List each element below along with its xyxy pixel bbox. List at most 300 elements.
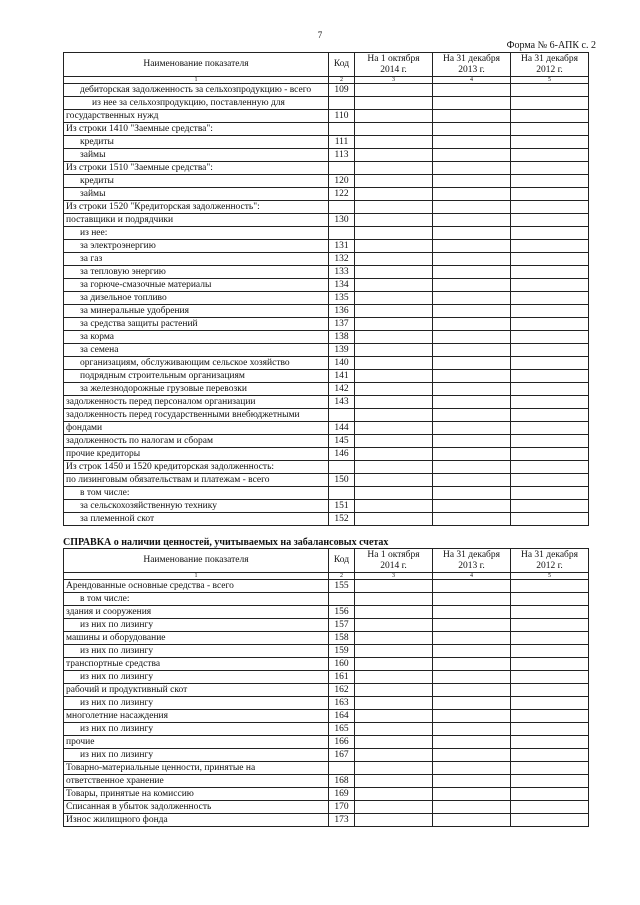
row-code xyxy=(329,123,355,136)
value-cell[interactable] xyxy=(433,84,511,97)
value-cell[interactable] xyxy=(433,188,511,201)
value-cell[interactable] xyxy=(433,409,511,422)
row-label: здания и сооружения xyxy=(64,606,329,619)
value-cell[interactable] xyxy=(433,513,511,526)
value-cell[interactable] xyxy=(433,240,511,253)
table-row xyxy=(64,97,589,110)
row-code xyxy=(329,162,355,175)
row-label: за сельскохозяйственную технику xyxy=(64,500,329,513)
header-code: Код xyxy=(329,53,355,77)
value-cell[interactable] xyxy=(355,593,433,606)
header-name: Наименование показателя xyxy=(64,549,329,573)
value-cell[interactable] xyxy=(511,162,589,175)
value-cell[interactable] xyxy=(355,292,433,305)
row-code: 152 xyxy=(329,513,355,526)
value-cell[interactable] xyxy=(511,814,589,827)
row-code: 165 xyxy=(329,723,355,736)
value-cell[interactable] xyxy=(511,671,589,684)
row-code xyxy=(329,97,355,110)
table-row xyxy=(64,801,589,814)
header-col2: На 31 декабря 2013 г. xyxy=(433,549,511,573)
value-cell[interactable] xyxy=(355,370,433,383)
table-row xyxy=(64,435,589,448)
colnum: 5 xyxy=(511,573,589,580)
row-label: за минеральные удобрения xyxy=(64,305,329,318)
form-label: Форма № 6-АПК с. 2 xyxy=(506,40,596,51)
row-label: из них по лизингу xyxy=(64,697,329,710)
value-cell[interactable] xyxy=(355,409,433,422)
value-cell[interactable] xyxy=(433,370,511,383)
value-cell[interactable] xyxy=(433,110,511,123)
value-cell[interactable] xyxy=(433,149,511,162)
value-cell[interactable] xyxy=(433,396,511,409)
value-cell[interactable] xyxy=(433,461,511,474)
value-cell[interactable] xyxy=(511,331,589,344)
row-label: за железнодорожные грузовые перевозки xyxy=(64,383,329,396)
value-cell[interactable] xyxy=(355,110,433,123)
value-cell[interactable] xyxy=(355,175,433,188)
row-label: многолетние насаждения xyxy=(64,710,329,723)
table-row xyxy=(64,201,589,214)
value-cell[interactable] xyxy=(355,279,433,292)
value-cell[interactable] xyxy=(511,409,589,422)
value-cell[interactable] xyxy=(511,370,589,383)
table-row xyxy=(64,227,589,240)
value-cell[interactable] xyxy=(433,435,511,448)
row-label: за племенной скот xyxy=(64,513,329,526)
value-cell[interactable] xyxy=(433,619,511,632)
table-row xyxy=(64,266,589,279)
value-cell[interactable] xyxy=(355,383,433,396)
value-cell[interactable] xyxy=(355,162,433,175)
value-cell[interactable] xyxy=(355,487,433,500)
row-label: из нее: xyxy=(64,227,329,240)
colnum: 1 xyxy=(64,573,329,580)
value-cell[interactable] xyxy=(355,448,433,461)
row-label: за электроэнергию xyxy=(64,240,329,253)
value-cell[interactable] xyxy=(433,801,511,814)
value-cell[interactable] xyxy=(511,697,589,710)
table-row xyxy=(64,500,589,513)
row-label: Износ жилищного фонда xyxy=(64,814,329,827)
row-code: 120 xyxy=(329,175,355,188)
value-cell[interactable] xyxy=(433,344,511,357)
row-code xyxy=(329,227,355,240)
table-row xyxy=(64,253,589,266)
row-code: 135 xyxy=(329,292,355,305)
row-code: 150 xyxy=(329,474,355,487)
value-cell[interactable] xyxy=(511,500,589,513)
row-code xyxy=(329,201,355,214)
value-cell[interactable] xyxy=(433,710,511,723)
row-label: Из строки 1410 "Заемные средства": xyxy=(64,123,329,136)
row-code: 144 xyxy=(329,422,355,435)
table-row xyxy=(64,658,589,671)
value-cell[interactable] xyxy=(355,684,433,697)
value-cell[interactable] xyxy=(355,814,433,827)
row-label: подрядным строительным организациям xyxy=(64,370,329,383)
value-cell[interactable] xyxy=(355,253,433,266)
value-cell[interactable] xyxy=(511,292,589,305)
value-cell[interactable] xyxy=(511,593,589,606)
value-cell[interactable] xyxy=(355,84,433,97)
row-code: 134 xyxy=(329,279,355,292)
value-cell[interactable] xyxy=(433,736,511,749)
header-col3: На 31 декабря 2012 г. xyxy=(511,53,589,77)
row-code: 130 xyxy=(329,214,355,227)
value-cell[interactable] xyxy=(355,788,433,801)
value-cell[interactable] xyxy=(511,318,589,331)
section-title: СПРАВКА о наличии ценностей, учитываемых на забалансовых счетах xyxy=(63,537,389,548)
row-label: из них по лизингу xyxy=(64,645,329,658)
table-row xyxy=(64,240,589,253)
row-label: за корма xyxy=(64,331,329,344)
row-label: кредиты xyxy=(64,136,329,149)
row-code: 142 xyxy=(329,383,355,396)
table-row xyxy=(64,84,589,97)
value-cell[interactable] xyxy=(511,396,589,409)
value-cell[interactable] xyxy=(433,136,511,149)
colnum: 2 xyxy=(329,573,355,580)
value-cell[interactable] xyxy=(511,658,589,671)
value-cell[interactable] xyxy=(511,619,589,632)
table-row xyxy=(64,684,589,697)
value-cell[interactable] xyxy=(355,513,433,526)
value-cell[interactable] xyxy=(433,645,511,658)
value-cell[interactable] xyxy=(433,214,511,227)
table-row xyxy=(64,723,589,736)
value-cell[interactable] xyxy=(433,227,511,240)
value-cell[interactable] xyxy=(511,422,589,435)
table-row xyxy=(64,788,589,801)
table-row xyxy=(64,762,589,775)
value-cell[interactable] xyxy=(433,593,511,606)
row-code: 113 xyxy=(329,149,355,162)
value-cell[interactable] xyxy=(511,632,589,645)
value-cell[interactable] xyxy=(355,435,433,448)
value-cell[interactable] xyxy=(511,227,589,240)
value-cell[interactable] xyxy=(355,123,433,136)
value-cell[interactable] xyxy=(511,240,589,253)
value-cell[interactable] xyxy=(433,422,511,435)
table-row xyxy=(64,710,589,723)
table-row xyxy=(64,331,589,344)
value-cell[interactable] xyxy=(511,749,589,762)
row-label: рабочий и продуктивный скот xyxy=(64,684,329,697)
table-row xyxy=(64,645,589,658)
row-label: в том числе: xyxy=(64,593,329,606)
header-name: Наименование показателя xyxy=(64,53,329,77)
value-cell[interactable] xyxy=(355,357,433,370)
value-cell[interactable] xyxy=(511,645,589,658)
value-cell[interactable] xyxy=(511,775,589,788)
value-cell[interactable] xyxy=(433,448,511,461)
value-cell[interactable] xyxy=(433,814,511,827)
table-row xyxy=(64,513,589,526)
table-row xyxy=(64,474,589,487)
row-code xyxy=(329,461,355,474)
row-code: 132 xyxy=(329,253,355,266)
value-cell[interactable] xyxy=(355,723,433,736)
value-cell[interactable] xyxy=(355,710,433,723)
row-code: 168 xyxy=(329,775,355,788)
value-cell[interactable] xyxy=(433,474,511,487)
value-cell[interactable] xyxy=(511,723,589,736)
header-col2: На 31 декабря 2013 г. xyxy=(433,53,511,77)
value-cell[interactable] xyxy=(355,632,433,645)
value-cell[interactable] xyxy=(433,580,511,593)
value-cell[interactable] xyxy=(433,97,511,110)
value-cell[interactable] xyxy=(355,580,433,593)
row-label: Товары, принятые на комиссию xyxy=(64,788,329,801)
value-cell[interactable] xyxy=(355,227,433,240)
row-label: транспортные средства xyxy=(64,658,329,671)
value-cell[interactable] xyxy=(355,461,433,474)
row-label: задолженность перед персоналом организации xyxy=(64,396,329,409)
table-row xyxy=(64,188,589,201)
column-number-row xyxy=(64,77,589,84)
row-label: Из строки 1510 "Заемные средства": xyxy=(64,162,329,175)
value-cell[interactable] xyxy=(511,357,589,370)
value-cell[interactable] xyxy=(511,201,589,214)
value-cell[interactable] xyxy=(511,606,589,619)
value-cell[interactable] xyxy=(433,671,511,684)
table-row xyxy=(64,593,589,606)
value-cell[interactable] xyxy=(511,175,589,188)
row-code: 160 xyxy=(329,658,355,671)
value-cell[interactable] xyxy=(433,279,511,292)
value-cell[interactable] xyxy=(433,500,511,513)
value-cell[interactable] xyxy=(355,97,433,110)
colnum: 3 xyxy=(355,77,433,84)
value-cell[interactable] xyxy=(433,331,511,344)
table-row xyxy=(64,409,589,422)
value-cell[interactable] xyxy=(511,188,589,201)
value-cell[interactable] xyxy=(511,149,589,162)
row-label: Из строк 1450 и 1520 кредиторская задолженность: xyxy=(64,461,329,474)
table-row xyxy=(64,461,589,474)
value-cell[interactable] xyxy=(355,266,433,279)
header-col1: На 1 октября 2014 г. xyxy=(355,53,433,77)
value-cell[interactable] xyxy=(433,305,511,318)
value-cell[interactable] xyxy=(355,318,433,331)
value-cell[interactable] xyxy=(511,474,589,487)
row-code: 139 xyxy=(329,344,355,357)
colnum: 3 xyxy=(355,573,433,580)
value-cell[interactable] xyxy=(511,123,589,136)
row-label: из них по лизингу xyxy=(64,619,329,632)
row-code: 143 xyxy=(329,396,355,409)
value-cell[interactable] xyxy=(355,697,433,710)
table-row xyxy=(64,671,589,684)
value-cell[interactable] xyxy=(511,487,589,500)
value-cell[interactable] xyxy=(511,461,589,474)
value-cell[interactable] xyxy=(433,253,511,266)
row-label: дебиторская задолженность за сельхозпродукцию - всего xyxy=(64,84,329,97)
value-cell[interactable] xyxy=(511,435,589,448)
row-label: за газ xyxy=(64,253,329,266)
table-row xyxy=(64,632,589,645)
header-code: Код xyxy=(329,549,355,573)
row-code xyxy=(329,487,355,500)
colnum: 2 xyxy=(329,77,355,84)
colnum: 5 xyxy=(511,77,589,84)
value-cell[interactable] xyxy=(355,801,433,814)
value-cell[interactable] xyxy=(355,331,433,344)
value-cell[interactable] xyxy=(511,801,589,814)
value-cell[interactable] xyxy=(433,487,511,500)
table-row xyxy=(64,487,589,500)
value-cell[interactable] xyxy=(355,619,433,632)
row-code xyxy=(329,409,355,422)
value-cell[interactable] xyxy=(355,775,433,788)
value-cell[interactable] xyxy=(433,162,511,175)
row-label: за горюче-смазочные материалы xyxy=(64,279,329,292)
header-col1: На 1 октября 2014 г. xyxy=(355,549,433,573)
table-row xyxy=(64,697,589,710)
value-cell[interactable] xyxy=(511,253,589,266)
table-row xyxy=(64,370,589,383)
row-label: прочие кредиторы xyxy=(64,448,329,461)
row-label: Списанная в убыток задолженность xyxy=(64,801,329,814)
colnum: 4 xyxy=(433,573,511,580)
value-cell[interactable] xyxy=(355,422,433,435)
value-cell[interactable] xyxy=(355,500,433,513)
value-cell[interactable] xyxy=(355,136,433,149)
row-label: машины и оборудование xyxy=(64,632,329,645)
value-cell[interactable] xyxy=(511,279,589,292)
value-cell[interactable] xyxy=(433,357,511,370)
row-label: организациям, обслуживающим сельское хозяйство xyxy=(64,357,329,370)
row-code: 156 xyxy=(329,606,355,619)
row-code: 166 xyxy=(329,736,355,749)
value-cell[interactable] xyxy=(355,149,433,162)
value-cell[interactable] xyxy=(511,214,589,227)
row-code: 141 xyxy=(329,370,355,383)
value-cell[interactable] xyxy=(355,305,433,318)
value-cell[interactable] xyxy=(511,344,589,357)
value-cell[interactable] xyxy=(511,710,589,723)
table-row xyxy=(64,318,589,331)
row-label: займы xyxy=(64,149,329,162)
table-row xyxy=(64,814,589,827)
value-cell[interactable] xyxy=(355,749,433,762)
value-cell[interactable] xyxy=(511,762,589,775)
row-code: 131 xyxy=(329,240,355,253)
table-row xyxy=(64,422,589,435)
value-cell[interactable] xyxy=(355,240,433,253)
offbalance-table xyxy=(63,548,589,827)
value-cell[interactable] xyxy=(355,201,433,214)
row-code: 159 xyxy=(329,645,355,658)
colnum: 4 xyxy=(433,77,511,84)
value-cell[interactable] xyxy=(433,788,511,801)
value-cell[interactable] xyxy=(511,736,589,749)
value-cell[interactable] xyxy=(511,513,589,526)
row-code: 169 xyxy=(329,788,355,801)
value-cell[interactable] xyxy=(355,344,433,357)
value-cell[interactable] xyxy=(433,697,511,710)
value-cell[interactable] xyxy=(433,684,511,697)
row-label: по лизинговым обязательствам и платежам - всего xyxy=(64,474,329,487)
table-row xyxy=(64,292,589,305)
main-table xyxy=(63,52,589,526)
value-cell[interactable] xyxy=(355,658,433,671)
row-label: из них по лизингу xyxy=(64,723,329,736)
value-cell[interactable] xyxy=(433,201,511,214)
row-code: 170 xyxy=(329,801,355,814)
value-cell[interactable] xyxy=(511,684,589,697)
value-cell[interactable] xyxy=(433,123,511,136)
row-code: 133 xyxy=(329,266,355,279)
value-cell[interactable] xyxy=(433,632,511,645)
value-cell[interactable] xyxy=(511,136,589,149)
row-label: кредиты xyxy=(64,175,329,188)
row-label: задолженность перед государственными внебюджетными xyxy=(64,409,329,422)
row-label: займы xyxy=(64,188,329,201)
value-cell[interactable] xyxy=(433,266,511,279)
row-label: поставщики и подрядчики xyxy=(64,214,329,227)
value-cell[interactable] xyxy=(355,671,433,684)
table-row xyxy=(64,580,589,593)
value-cell[interactable] xyxy=(433,292,511,305)
row-label: из нее за сельхозпродукцию, поставленную для xyxy=(64,97,329,110)
row-code: 136 xyxy=(329,305,355,318)
value-cell[interactable] xyxy=(433,775,511,788)
row-label: прочие xyxy=(64,736,329,749)
value-cell[interactable] xyxy=(511,84,589,97)
value-cell[interactable] xyxy=(511,266,589,279)
row-code: 151 xyxy=(329,500,355,513)
value-cell[interactable] xyxy=(433,762,511,775)
value-cell[interactable] xyxy=(511,788,589,801)
value-cell[interactable] xyxy=(355,396,433,409)
value-cell[interactable] xyxy=(355,214,433,227)
value-cell[interactable] xyxy=(433,749,511,762)
row-code: 155 xyxy=(329,580,355,593)
value-cell[interactable] xyxy=(433,723,511,736)
value-cell[interactable] xyxy=(433,658,511,671)
table-row xyxy=(64,357,589,370)
row-label: за дизельное топливо xyxy=(64,292,329,305)
table-row xyxy=(64,149,589,162)
table-row xyxy=(64,162,589,175)
value-cell[interactable] xyxy=(511,110,589,123)
value-cell[interactable] xyxy=(433,606,511,619)
row-label: Товарно-материальные ценности, принятые на xyxy=(64,762,329,775)
value-cell[interactable] xyxy=(355,606,433,619)
table-row xyxy=(64,736,589,749)
value-cell[interactable] xyxy=(355,188,433,201)
value-cell[interactable] xyxy=(355,736,433,749)
value-cell[interactable] xyxy=(355,645,433,658)
value-cell[interactable] xyxy=(433,383,511,396)
row-label: Арендованные основные средства - всего xyxy=(64,580,329,593)
value-cell[interactable] xyxy=(511,580,589,593)
value-cell[interactable] xyxy=(511,383,589,396)
row-code: 111 xyxy=(329,136,355,149)
value-cell[interactable] xyxy=(433,175,511,188)
value-cell[interactable] xyxy=(433,318,511,331)
value-cell[interactable] xyxy=(511,305,589,318)
row-label: фондами xyxy=(64,422,329,435)
value-cell[interactable] xyxy=(355,474,433,487)
value-cell[interactable] xyxy=(511,97,589,110)
row-label: Из строки 1520 "Кредиторская задолженность": xyxy=(64,201,329,214)
value-cell[interactable] xyxy=(511,448,589,461)
value-cell[interactable] xyxy=(355,762,433,775)
row-label: из них по лизингу xyxy=(64,671,329,684)
